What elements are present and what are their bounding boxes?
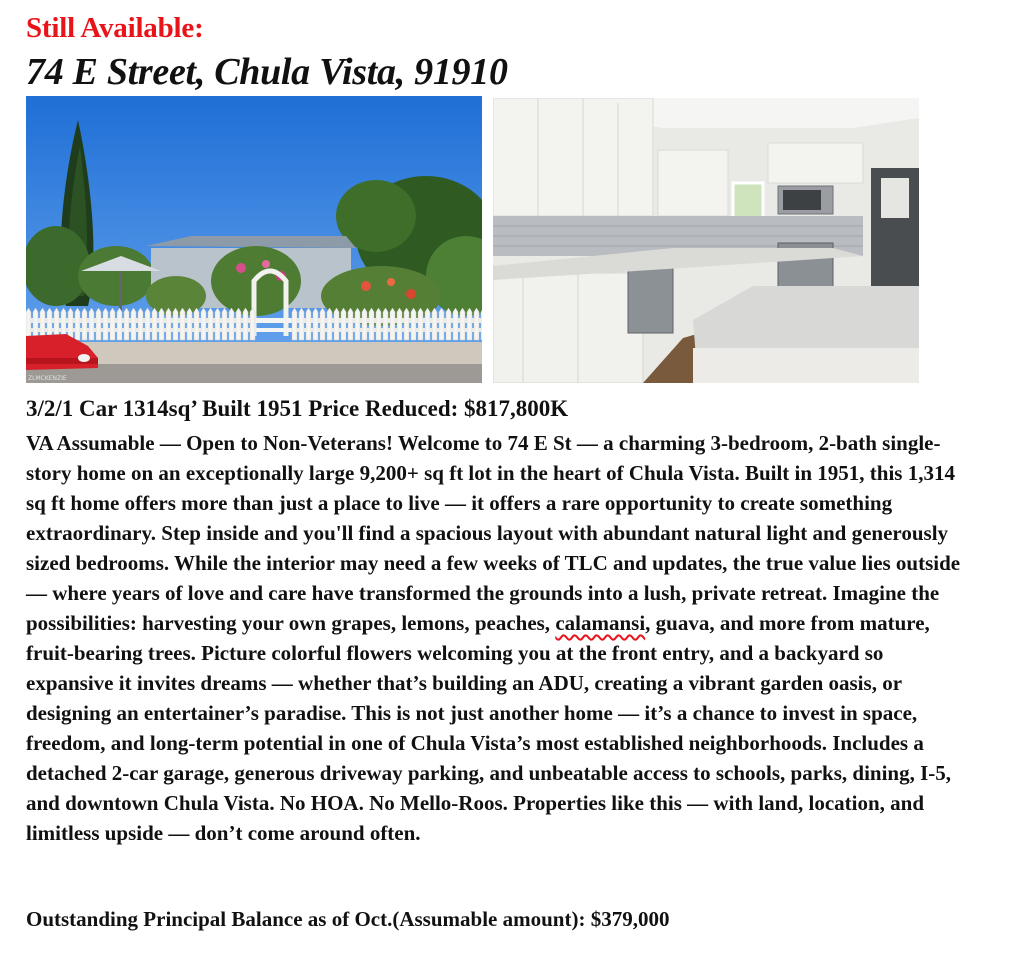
fence-picket [355,308,360,340]
fence-picket [194,308,199,340]
description-text-end: , guava, and more from mature, fruit-bearing trees. Picture colorful flowers welcoming you at the front entry, and a backyard so expansive it invites dreams — whether that’s building an ADU, creating a vibrant garden oasis, or designing an entertainer’s paradise. This is not just another home — it’s a chance to invest in space, freedom, and long-term potential in one of Chula Vista’s most established neighborhoods. Includes a detached 2-car garage, generous driveway parking, and unbeatable access to schools, parks, dining, I-5, and downtown Chula Vista. No HOA. No Mello-Roos. Properties like this — with land, location, and limitless upside — don’t come around often. [26,611,952,845]
fence-picket [362,308,367,340]
fence-picket [313,308,318,340]
fence-picket [481,308,482,340]
fence-picket [446,308,451,340]
fence-picket [96,308,101,340]
fence-picket [124,308,129,340]
fence-picket [229,308,234,340]
fence-picket [117,308,122,340]
fence-picket [215,308,220,340]
fence-picket [110,308,115,340]
fence-picket [89,308,94,340]
fence-picket [75,308,80,340]
fence-picket [376,308,381,340]
fence-picket [173,308,178,340]
spellcheck-flagged-word: calamansi [555,611,646,635]
fence-picket [327,308,332,340]
fence-picket [152,308,157,340]
fence-picket [432,308,437,340]
fence-picket [68,308,73,340]
fence-picket [222,308,227,340]
fence-picket [299,308,304,340]
fence-picket [404,308,409,340]
fence-picket [341,308,346,340]
fence-picket [187,308,192,340]
outstanding-balance: Outstanding Principal Balance as of Oct.(Assumable amount): $379,000 [26,907,670,931]
fence-picket [348,308,353,340]
fence-picket [103,308,108,340]
fence-picket [453,308,458,340]
fence-picket [159,308,164,340]
fence-picket [131,308,136,340]
exterior-photo[interactable] [26,96,482,383]
fence-picket [334,308,339,340]
fence-picket [26,308,31,340]
listing-description [26,428,976,848]
fence-picket [243,308,248,340]
listing-address: 74 E Street, Chula Vista, 91910 [26,51,508,93]
fence-picket [306,308,311,340]
fence-picket [180,308,185,340]
photo-watermark: ZLMCKENZIE [28,375,67,382]
fence-picket [201,308,206,340]
fence-picket [250,308,255,340]
fence-picket [33,308,38,340]
fence-picket [320,308,325,340]
fence-picket [138,308,143,340]
fence-picket [292,308,297,340]
listing-stats: 3/2/1 Car 1314sq’ Built 1951 Price Reduced: $817,800K [26,396,569,421]
fence-picket [145,308,150,340]
fence-picket [208,308,213,340]
description-text-start: VA Assumable — Open to Non-Veterans! Welcome to 74 E St — a charming 3-bedroom, 2-bath single-story home on an exceptionally large 9,200+ sq ft lot in the heart of Chula Vista. Built in 1951, this 1,314 sq ft home offers more than just a place to live — it offers a rare opportunity to create something extraordinary. Step inside and you'll find a spacious layout with abundant natural light and generously sized bedrooms. While the interior may need a few weeks of TLC and updates, the true value lies outside — where years of love and care have transformed the grounds into a lush, private retreat. Imagine the possibilities: harvesting your own grapes, lemons, peaches, [26,431,961,635]
fence-picket [439,308,444,340]
fence-picket [369,308,374,340]
fence-picket [425,308,430,340]
fence-picket [397,308,402,340]
fence-picket [460,308,465,340]
fence-picket [236,308,241,340]
fence-picket [390,308,395,340]
fence-picket [467,308,472,340]
kitchen-photo[interactable] [493,98,919,383]
fence-picket [474,308,479,340]
fence-picket [82,308,87,340]
fence-picket [418,308,423,340]
fence-picket [383,308,388,340]
listing-status: Still Available: [26,12,204,44]
fence-picket [166,308,171,340]
fence-picket [411,308,416,340]
